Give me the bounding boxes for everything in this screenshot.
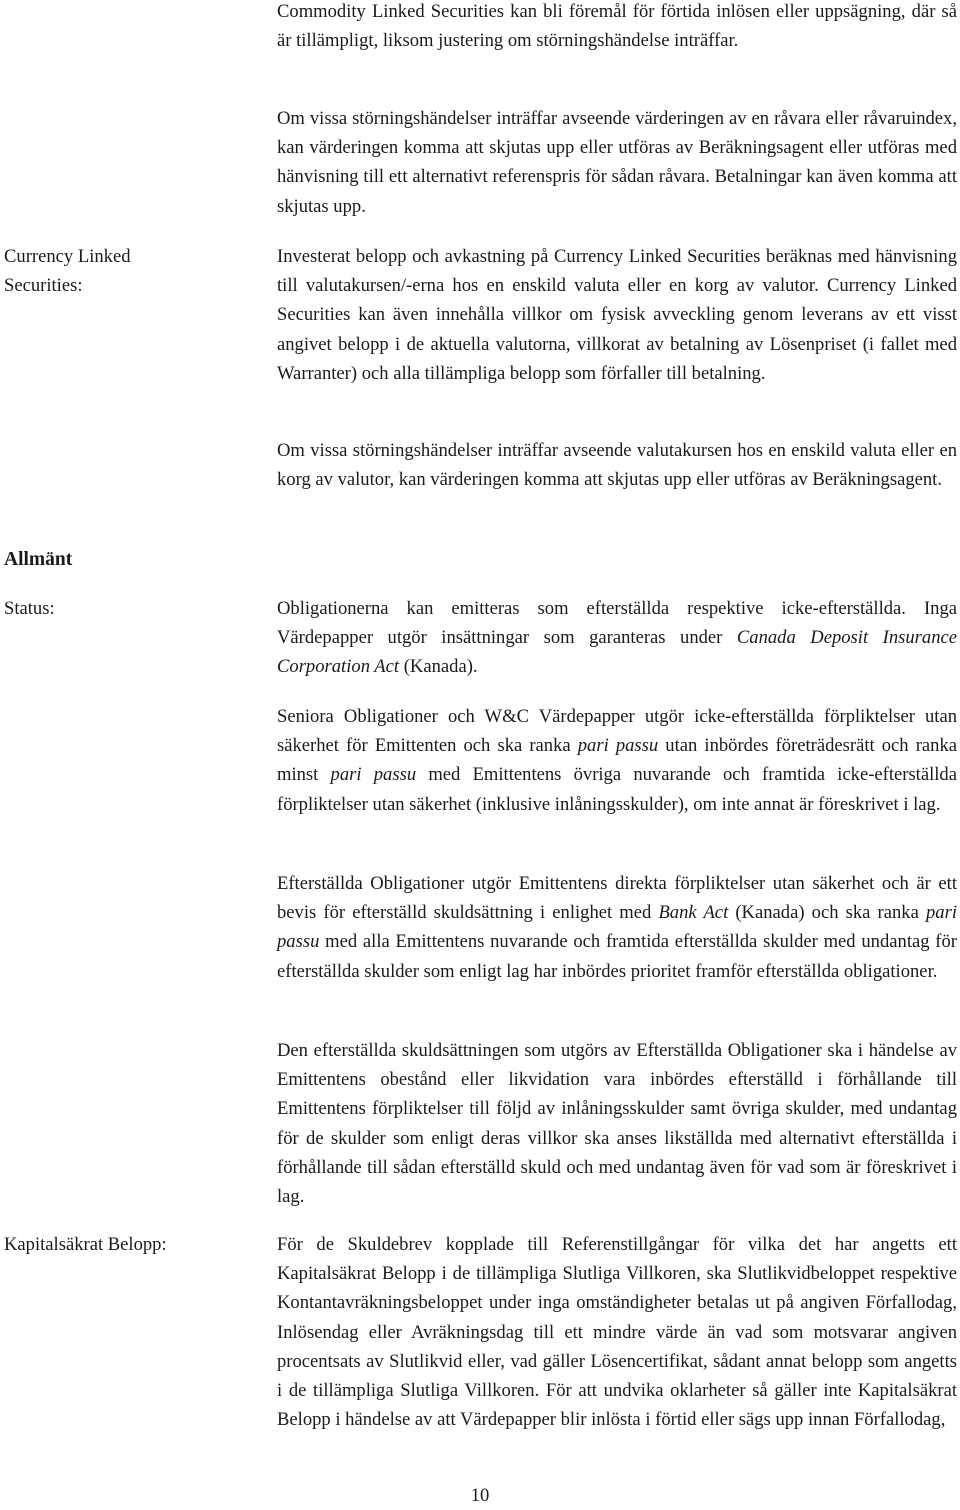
- status-paragraph-2: [277, 702, 957, 819]
- status-p2-italic-1: pari passu: [577, 735, 659, 757]
- currency-label-line-2: Securities:: [4, 275, 83, 297]
- currency-paragraph-1: Investerat belopp och avkastning på Currency Linked Securities beräknas med hänvisning till valutakursen/-erna hos en enskild valuta eller en korg av valutor. Currency Linked Securities kan även innehålla villkor om fysisk avveckling genom leverans av ett visst angivet belopp i de aktuella valutorna, villkorat av betalning av Lösenpriset (i fallet med Warranter) och alla tillämpliga belopp som förfaller till betalning.: [277, 246, 957, 384]
- status-p3-text-a: Efterställda Obligationer utgör Emittentens direkta förpliktelser utan säkerhet och är ett bevis för efterställd skuldsättning i enlighet med: [277, 873, 957, 924]
- kapital-paragraph-1: För de Skuldebrev kopplade till Referenstillgångar för vilka det har angetts ett Kapitalsäkrat Belopp i de tillämpliga Slutliga Villkoren, ska Slutlikvidbeloppet respektive Kontantavräkningsbeloppet under inga omständigheter betalas ut på angiven Förfallodag, Inlösendag eller Avräkningsdag till ett mindre värde än vad som motsvarar angiven procentsats av Slutlikvid eller, vad gäller Lösencertifikat, sådant annat belopp som angetts i de tillämpliga Slutliga Villkoren. För att undvika oklarheter så gäller inte Kapitalsäkrat Belopp i händelse av att Värdepapper blir inlösta i förtid eller sägs upp innan Förfallodag,: [277, 1234, 957, 1431]
- status-p2-text-c: med Emittentens övriga nuvarande och framtida icke-efterställda förpliktelser utan säkerhet (inklusive inlåningsskulder), om inte annat är föreskrivet i lag.: [277, 764, 957, 815]
- status-p3-text-b: (Kanada) och ska ranka: [728, 902, 926, 924]
- status-p3-text-c: med alla Emittentens nuvarande och framtida efterställda skulder med undantag för efterställda skulder som enligt lag har inbördes prioritet framför efterställda obligationer.: [277, 931, 957, 982]
- kapital-label: Kapitalsäkrat Belopp:: [4, 1234, 167, 1255]
- commodity-paragraph-2: Om vissa störningshändelser inträffar avseende värderingen av en råvara eller råvaruindex, kan värderingen komma att skjutas upp eller utföras av Beräkningsagent eller utföras med hänvisning till ett alternativt referenspris för sådan råvara. Betalningar kan även komma att skjutas upp.: [277, 108, 957, 217]
- status-p3-italic-2: pari passu: [277, 902, 957, 953]
- status-paragraph-1: [277, 594, 957, 682]
- status-label: Status:: [4, 598, 55, 619]
- page-number: 10: [470, 1485, 490, 1506]
- section-heading-allmant: Allmänt: [4, 549, 73, 570]
- status-p3-italic-1: Bank Act: [658, 902, 729, 924]
- status-paragraph-3: [277, 869, 957, 986]
- status-p2-italic-2: pari passu: [330, 764, 417, 786]
- currency-paragraph-2: Om vissa störningshändelser inträffar avseende valutakursen hos en enskild valuta eller en korg av valutor, kan värderingen komma att skjutas upp eller utföras av Beräkningsagent.: [277, 440, 957, 491]
- status-p1-text-b: (Kanada).: [399, 656, 478, 678]
- status-p1-italic: Canada Deposit Insurance Corporation Act: [277, 627, 957, 678]
- currency-linked-label: [4, 242, 254, 300]
- currency-label-line-1: Currency Linked: [4, 246, 131, 267]
- status-p1-text-a: Obligationerna kan emitteras som efterställda respektive icke-efterställda. Inga Värdepapper utgör insättningar som garanteras under: [277, 598, 957, 649]
- status-paragraph-4: Den efterställda skuldsättningen som utgörs av Efterställda Obligationer ska i händelse av Emittentens obestånd eller likvidation vara inbördes efterställd i förhållande till Emittentens förpliktelser till följd av inlåningsskulder samt övriga skulder, med undantag för de skulder som enligt deras villkor ska anses likställda med alternativt efterställda i förhållande till sådan efterställd skuld och med undantag även för vad som är föreskrivet i lag.: [277, 1040, 957, 1208]
- status-p2-text-a: Seniora Obligationer och W&C Värdepapper utgör icke-efterställda förpliktelser utan säkerhet för Emittenten och ska ranka: [277, 706, 957, 757]
- commodity-paragraph-1: Commodity Linked Securities kan bli föremål för förtida inlösen eller uppsägning, där så är tillämpligt, liksom justering om störningshändelse inträffar.: [277, 1, 957, 52]
- status-p2-text-b: utan inbördes företrädesrätt och ranka minst: [277, 735, 957, 786]
